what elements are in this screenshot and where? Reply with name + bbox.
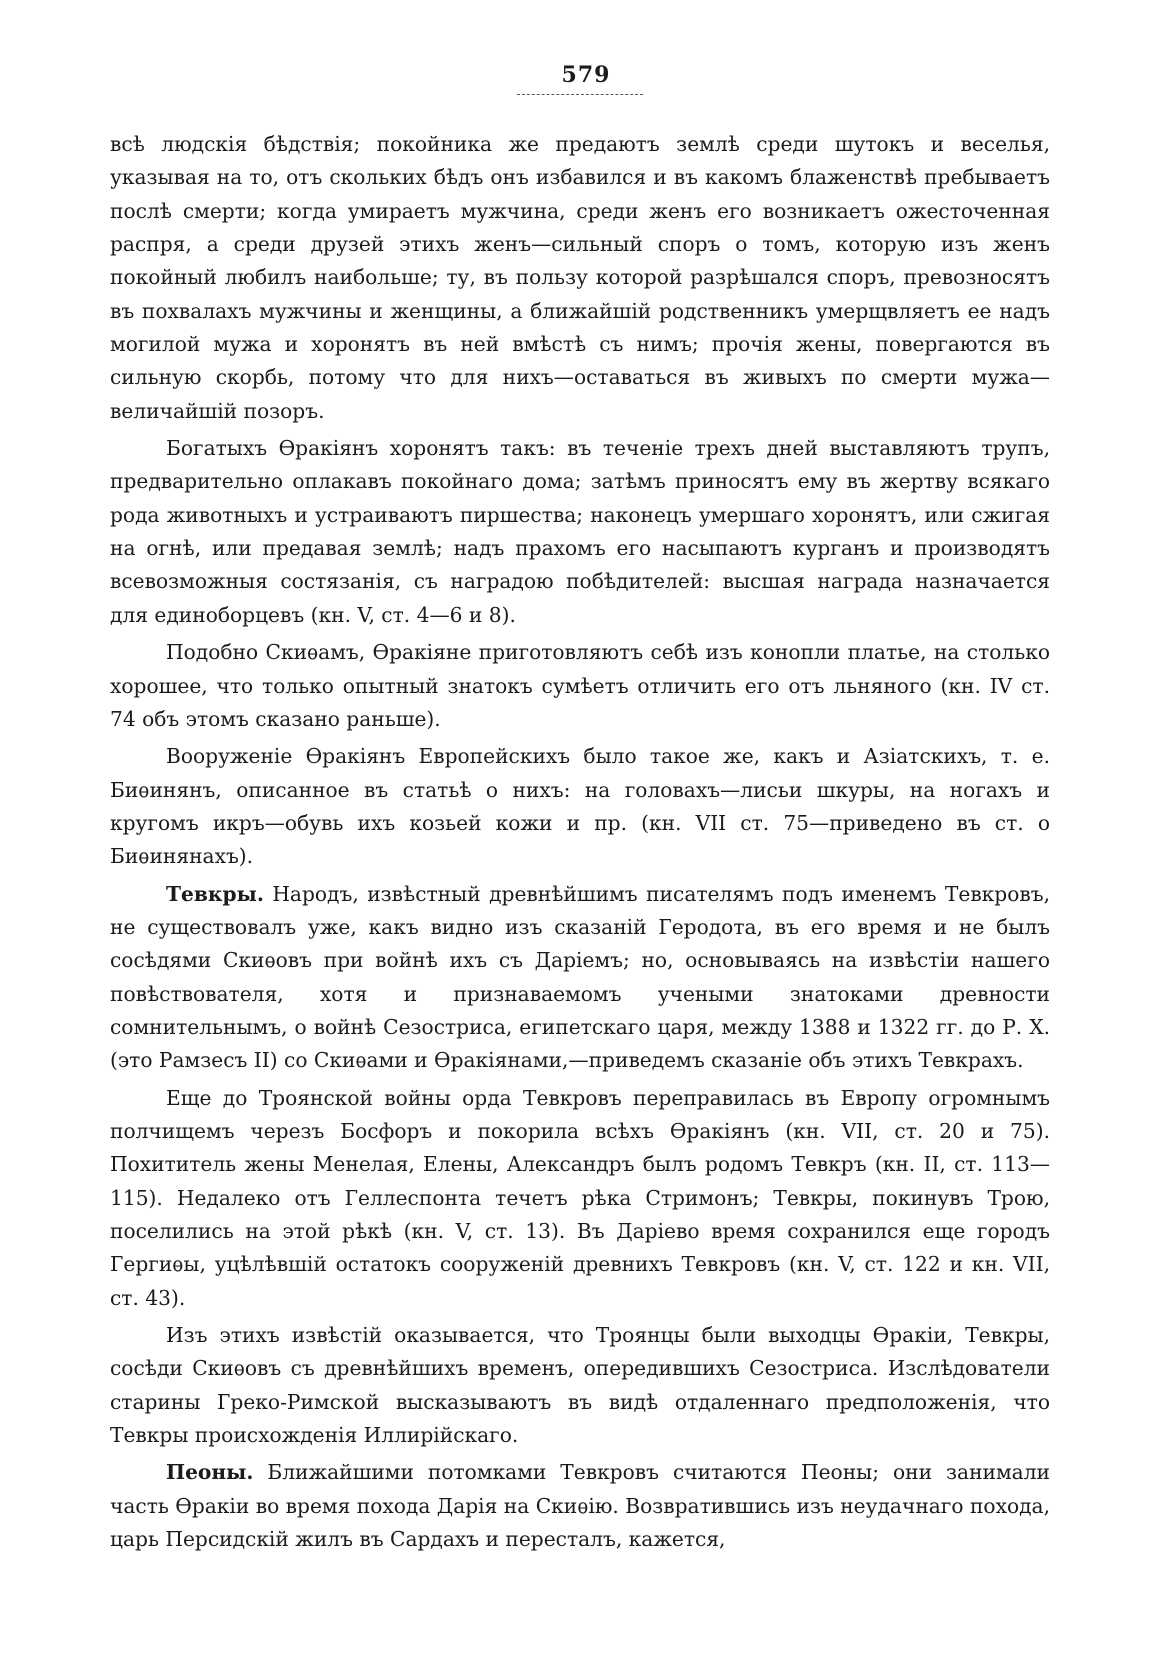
paragraph-text: Народъ, извѣстный древнѣйшимъ писателямъ подъ именемъ Тевкровъ, не существовалъ уже, какъ видно изъ сказаній Геродота, въ его время и не былъ сосѣдями Скиѳовъ при войнѣ ихъ съ Даріемъ; но, основываясь на извѣстіи нашего повѣствователя, хотя и признаваемомъ учеными знатоками древности сомнительнымъ, о войнѣ Сезостриса, египетскаго царя, между 1388 и 1322 гг. до Р. Х. (это Рамзесъ II) со Скиѳами и Ѳракіянами,—приведемъ сказаніе объ этихъ Тевкрахъ. <box>110 881 1050 1073</box>
paragraph <box>110 878 1050 1078</box>
page-number: 579 <box>561 62 611 88</box>
paragraph-text: Ближайшими потомками Тевкровъ считаются Пеоны; они занимали часть Ѳракіи во время похода Дарія на Скиѳію. Возвратившись изъ неудачнаго похода, царь Персидскій жилъ въ Сардахъ и пересталъ, кажется, <box>110 1460 1050 1552</box>
page-number-rule <box>517 94 643 95</box>
section-heading-tevkry: Тевкры. <box>166 881 264 906</box>
paragraph <box>110 636 1050 736</box>
body-text <box>110 128 1050 1556</box>
paragraph <box>110 128 1050 428</box>
paragraph-text: Вооруженіе Ѳракіянъ Европейскихъ было такое же, какъ и Азіатскихъ, т. е. Биѳинянъ, описанное въ статьѣ о нихъ: на головахъ—лисьи шкуры, на ногахъ и кругомъ икръ—обувь ихъ козьей кожи и пр. (кн. VII ст. 75—приведено въ ст. о Биѳинянахъ). <box>110 744 1050 869</box>
paragraph-text: всѣ людскія бѣдствія; покойника же предаютъ землѣ среди шутокъ и веселья, указывая на то, отъ скольких бѣдъ онъ избавился и въ какомъ блаженствѣ пребываетъ послѣ смерти; когда умираетъ мужчина, среди женъ его возникаетъ ожесточенная распря, а среди друзей этихъ женъ—сильный споръ о томъ, которую изъ женъ покойный любилъ наибольше; ту, въ пользу которой разрѣшался споръ, превозносятъ въ похвалахъ мужчины и женщины, а ближайшій родственникъ умерщвляетъ ее надъ могилой мужа и хоронятъ въ ней вмѣстѣ съ нимъ; прочія жены, повергаются въ сильную скорбь, потому что для нихъ—оставаться въ живыхъ по смерти мужа—величайшій позоръ. <box>110 132 1050 423</box>
paragraph <box>110 740 1050 873</box>
paragraph-text: Изъ этихъ извѣстій оказывается, что Троянцы были выходцы Ѳракіи, Тевкры, сосѣди Скиѳовъ съ древнѣйшихъ временъ, опередившихъ Сезостриса. Изслѣдователи старины Греко-Римской высказываютъ въ видѣ отдаленнаго предположенія, что Тевкры происхожденія Иллирійскаго. <box>110 1323 1050 1448</box>
section-heading-peony: Пеоны. <box>166 1460 254 1485</box>
paragraph-text: Еще до Троянской войны орда Тевкровъ переправилась въ Европу огромнымъ полчищемъ черезъ Босфоръ и покорила всѣхъ Ѳракіянъ (кн. VII, ст. 20 и 75). Похититель жены Менелая, Елены, Александръ былъ родомъ Тевкръ (кн. II, ст. 113—115). Недалеко отъ Геллеспонта течетъ рѣка Стримонъ; Тевкры, покинувъ Трою, поселились на этой рѣкѣ (кн. V, ст. 13). Въ Даріево время сохранился еще городъ Гергиѳы, уцѣлѣвшій остатокъ сооруженій древнихъ Тевкровъ (кн. V, ст. 122 и кн. VII, ст. 43). <box>110 1085 1050 1310</box>
paragraph-text: Богатыхъ Ѳракіянъ хоронятъ такъ: въ теченіе трехъ дней выставляютъ трупъ, предварительно оплакавъ покойнаго дома; затѣмъ приносятъ ему въ жертву всякаго рода животныхъ и устраиваютъ пиршества; наконецъ умершаго хоронятъ, или сжигая на огнѣ, или предавая землѣ; надъ прахомъ его насыпаютъ курганъ и производятъ всевозможныя состязанія, съ наградою побѣдителей: высшая награда назначается для единоборцевъ (кн. V, ст. 4—6 и 8). <box>110 436 1050 627</box>
paragraph <box>110 1456 1050 1556</box>
paragraph-text: Подобно Скиѳамъ, Ѳракіяне приготовляютъ себѣ изъ конопли платье, на столько хорошее, что только опытный знатокъ сумѣетъ отличить его отъ льняного (кн. IV ст. 74 объ этомъ сказано раньше). <box>110 640 1050 731</box>
paragraph <box>110 1082 1050 1315</box>
paragraph <box>110 432 1050 632</box>
paragraph <box>110 1319 1050 1452</box>
